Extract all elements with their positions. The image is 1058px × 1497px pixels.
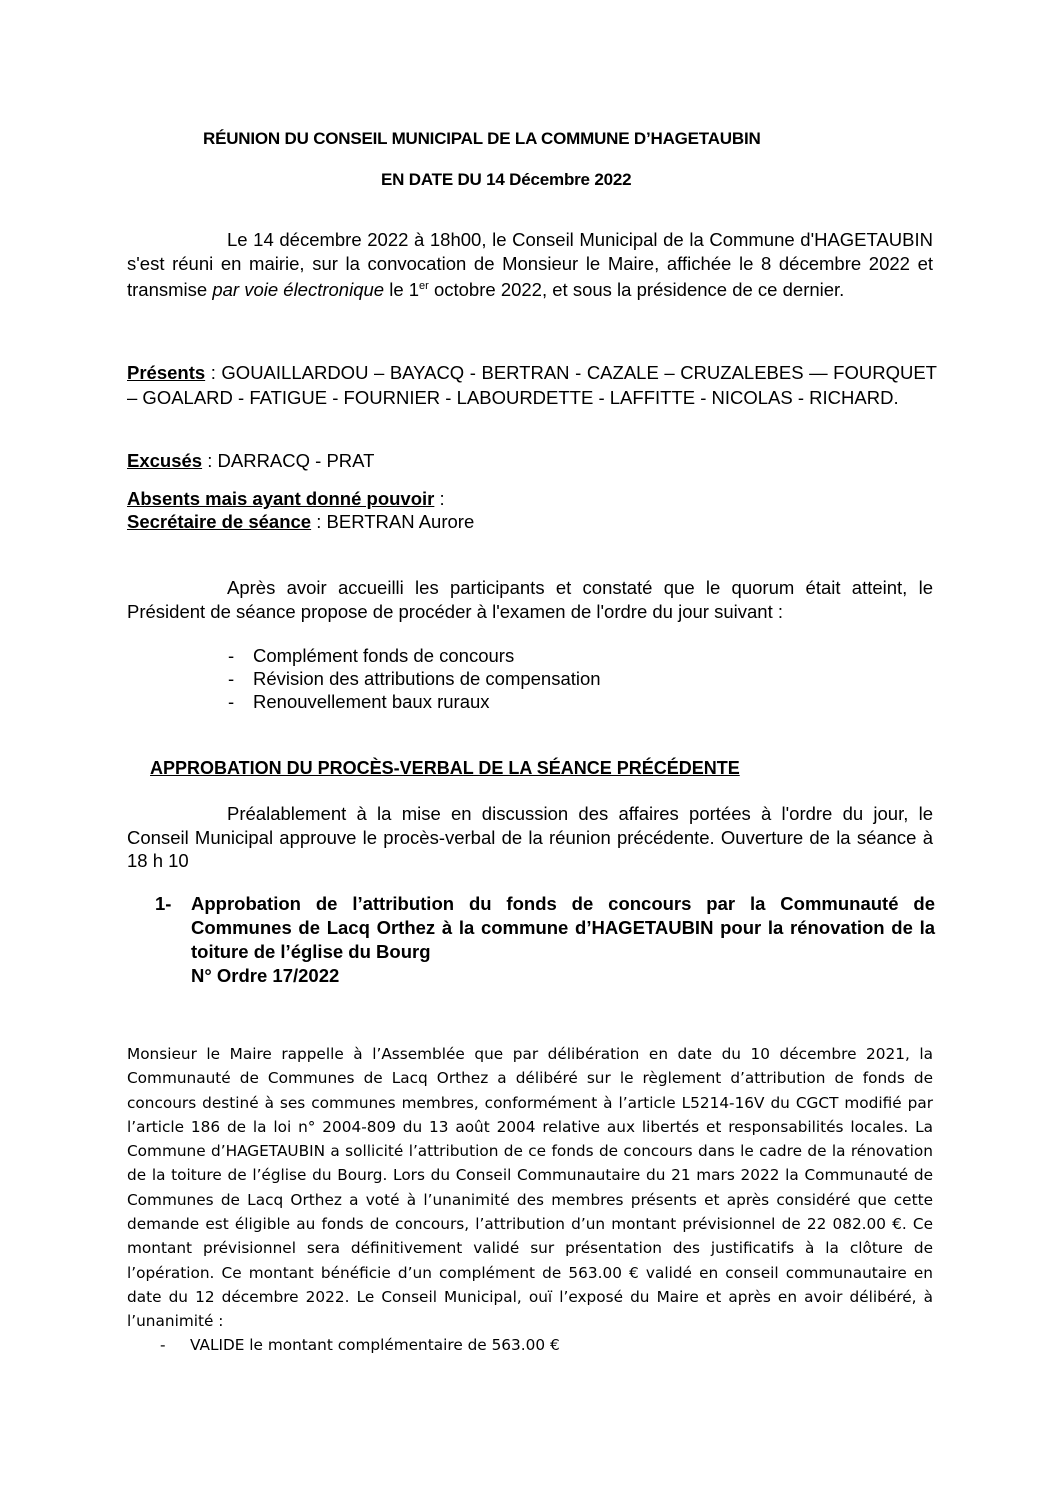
item1-body: Monsieur le Maire rappelle à l’Assemblée que par délibération en date du 10 décembre 2021, la Communauté de Communes de Lacq Orthez a délibéré sur le règlement d’attribution de fonds de concours destiné à ses communes membres, conformément à l’article L5214-16V du CGCT modifié par l’article 186 de la loi n° 2004-809 du 13 août 2004 relative aux libertés et responsabilités locales. La Commune d’HAGETAUBIN a sollicité l’attribution de ce fonds de concours dans le cadre de la rénovation de la toiture de l’église du Bourg. Lors du Conseil Communautaire du 21 mars 2022 la Communauté de Communes de Lacq Orthez a voté à l’unanimité des membres présents et après considéré que cette demande est éligible au fonds de concours, l’attribution d’un montant prévisionnel de 22 082.00 €. Ce montant prévisionnel sera définitivement validé sur présentation des justificatifs à la clôture de l’opération. Ce montant bénéficie d’un complément de 563.00 € validé en conseil communautaire en date du 12 décembre 2022. Le Conseil Municipal, ouï l’exposé du Maire et après en avoir délibéré, à l’unanimité : xyxy=(127,1045,933,1331)
intro-text-3: le 1 xyxy=(384,279,420,301)
intro-text-1: Le 14 décembre 2022 à 18h00, le Conseil Municipal de la Commune d'HAGETAUBIN s'est réuni en mairie, sur la convocation de Monsieur le Maire, affichée le 8 décembre 2022 et transmise xyxy=(127,229,933,301)
item1-number: 1- xyxy=(155,893,172,914)
absents-line xyxy=(127,486,937,511)
document-date-heading: EN DATE DU 14 Décembre 2022 xyxy=(381,170,632,189)
agenda-list xyxy=(228,644,601,713)
presents-value: : GOUAILLARDOU – BAYACQ - BERTRAN - CAZALE – CRUZALEBES — FOURQUET – GOALARD - FATIGUE - FOURNIER - LABOURDETTE - LAFFITTE - NICOLAS - RICHARD. xyxy=(127,362,937,408)
quorum-text: Après avoir accueilli les participants et constaté que le quorum était atteint, le Président de séance propose de procéder à l'examen de l'ordre du jour suivant : xyxy=(127,577,933,622)
agenda-item: - Révision des attributions de compensation xyxy=(228,668,601,689)
secretaire-label: Secrétaire de séance xyxy=(127,511,312,532)
item1-title: Approbation de l’attribution du fonds de concours par la Communauté de Communes de Lacq Orthez à la commune d’HAGETAUBIN pour la rénovation de la toiture de l’église du Bourg xyxy=(191,893,935,962)
presents-label: Présents xyxy=(127,362,206,383)
item1-bullet: - VALIDE le montant complémentaire de 563.00 € xyxy=(160,1336,560,1354)
secretaire-line xyxy=(127,509,937,534)
quorum-paragraph xyxy=(127,576,933,623)
intro-superscript: er xyxy=(419,280,429,292)
agenda-item: - Complément fonds de concours xyxy=(228,645,515,666)
absents-label: Absents mais ayant donné pouvoir xyxy=(127,488,435,509)
intro-text-italic: par voie électronique xyxy=(212,279,385,301)
presents-line xyxy=(127,360,937,410)
intro-paragraph xyxy=(127,228,933,302)
absents-value: : xyxy=(434,488,445,509)
approval-paragraph xyxy=(127,802,933,873)
excuses-label: Excusés xyxy=(127,450,203,471)
excuses-value: : DARRACQ - PRAT xyxy=(202,450,375,471)
agenda-item: - Renouvellement baux ruraux xyxy=(228,691,490,712)
intro-text-4: octobre 2022, et sous la présidence de ce dernier. xyxy=(428,279,845,301)
item1-order: N° Ordre 17/2022 xyxy=(191,965,340,986)
secretaire-value: : BERTRAN Aurore xyxy=(311,511,475,532)
approval-heading: APPROBATION DU PROCÈS-VERBAL DE LA SÉANCE PRÉCÉDENTE xyxy=(150,758,740,778)
document-title: RÉUNION DU CONSEIL MUNICIPAL DE LA COMMUNE D’HAGETAUBIN xyxy=(203,129,761,148)
approval-text: Préalablement à la mise en discussion des affaires portées à l'ordre du jour, le Conseil Municipal approuve le procès-verbal de la réunion précédente. Ouverture de la séance à 18 h 10 xyxy=(127,803,933,871)
item1-bullet-text: VALIDE le montant complémentaire de 563.00 € xyxy=(190,1336,560,1354)
item1-heading xyxy=(155,892,935,988)
excuses-line xyxy=(127,448,937,473)
